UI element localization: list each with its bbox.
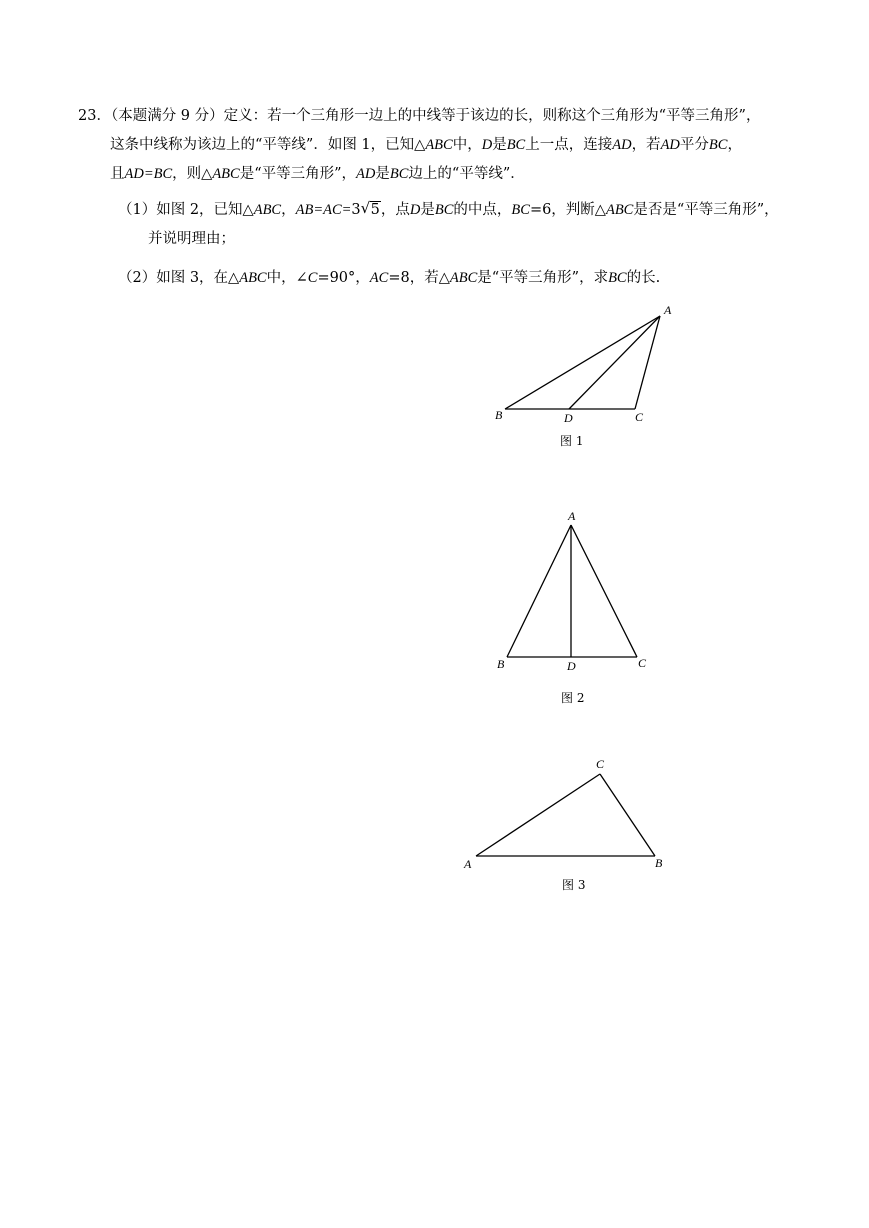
segment-cb <box>600 774 655 856</box>
text: 边上的“平等线”． <box>408 166 525 182</box>
text: 的长. <box>626 270 661 286</box>
segment-ac <box>571 525 637 657</box>
text: ABC <box>253 202 282 218</box>
sqrt-expression <box>361 200 381 220</box>
text: 这条中线称为该边上的“平等线”．如图 1，已知△ <box>110 137 426 153</box>
figure-1-svg <box>480 300 690 430</box>
text: AD=BC <box>124 166 173 182</box>
text: D <box>481 137 493 153</box>
part-2 <box>118 268 660 288</box>
label-a: A <box>664 303 672 317</box>
part-1-continuation <box>148 229 235 249</box>
label-b: B <box>497 657 505 671</box>
text: ，点 <box>380 202 410 218</box>
text: 且 <box>110 166 125 182</box>
text: BC <box>511 202 530 218</box>
definition-line-2 <box>110 135 742 155</box>
text: 是“平等三角形”， <box>239 166 357 182</box>
figure-1 <box>480 300 690 434</box>
figure-2 <box>480 505 680 684</box>
figure-2-caption: 图 2 <box>561 691 585 705</box>
text: 是 <box>375 166 390 182</box>
text: ABC <box>605 202 634 218</box>
text: AD <box>356 166 376 182</box>
text: 并说明理由； <box>148 231 235 247</box>
text: （1）如图 2，已知△ <box>118 202 254 218</box>
text: BC <box>389 166 409 182</box>
problem-header-text: （本题满分 9 分）定义：若一个三角形一边上的中线等于该边的长，则称这个三角形为“平等三角形”， <box>110 108 761 124</box>
text: ABC <box>449 270 478 286</box>
text: =90°， <box>317 270 370 286</box>
text: 平分 <box>679 137 709 153</box>
label-c: C <box>596 757 605 771</box>
text: 中， <box>452 137 482 153</box>
sqrt-sign-icon: √ <box>360 199 371 217</box>
text: =6，判断△ <box>529 202 606 218</box>
label-d: D <box>564 411 573 425</box>
text: 3 <box>351 202 361 218</box>
label-a: A <box>464 857 472 871</box>
text: AD <box>612 137 632 153</box>
text: BC <box>434 202 454 218</box>
figure-1-caption: 图 1 <box>560 434 584 448</box>
text: =8，若△ <box>388 270 450 286</box>
text: 是 <box>492 137 507 153</box>
text: 是否是“平等三角形”， <box>633 202 779 218</box>
text: AB=AC= <box>295 202 352 218</box>
label-c: C <box>638 656 647 670</box>
figure-3 <box>455 755 675 879</box>
text: ABC <box>239 270 267 286</box>
text: （2）如图 3，在△ <box>118 270 240 286</box>
text: ABC <box>425 137 453 153</box>
text: BC <box>608 270 627 286</box>
text: AD <box>660 137 680 153</box>
part-1 <box>118 200 779 220</box>
text: BC <box>506 137 526 153</box>
problem-number: 23． <box>78 108 111 124</box>
text: C <box>307 270 318 286</box>
text: D <box>409 202 421 218</box>
text: 上一点，连接 <box>525 137 613 153</box>
segment-ab <box>507 525 571 657</box>
label-c: C <box>635 410 644 424</box>
label-d: D <box>567 659 576 673</box>
segment-ac <box>635 316 660 409</box>
definition-line-3 <box>110 164 525 184</box>
text: AC <box>369 270 389 286</box>
text: 的中点， <box>453 202 512 218</box>
text: 是 <box>420 202 435 218</box>
text: ， <box>281 202 296 218</box>
text: 是“平等三角形”，求 <box>477 270 609 286</box>
label-b: B <box>655 856 663 870</box>
text: ，则△ <box>172 166 213 182</box>
text: ABC <box>212 166 240 182</box>
figure-3-svg <box>455 755 675 875</box>
text: BC <box>708 137 728 153</box>
text: ，若 <box>631 137 661 153</box>
text: ， <box>727 137 742 153</box>
label-a: A <box>568 509 576 523</box>
figure-3-caption: 图 3 <box>562 878 586 892</box>
radicand: 5 <box>370 202 380 218</box>
text: 中，∠ <box>266 270 308 286</box>
problem-header <box>78 106 760 126</box>
figure-2-svg <box>480 505 680 680</box>
label-b: B <box>495 408 503 422</box>
segment-ac <box>476 774 600 856</box>
